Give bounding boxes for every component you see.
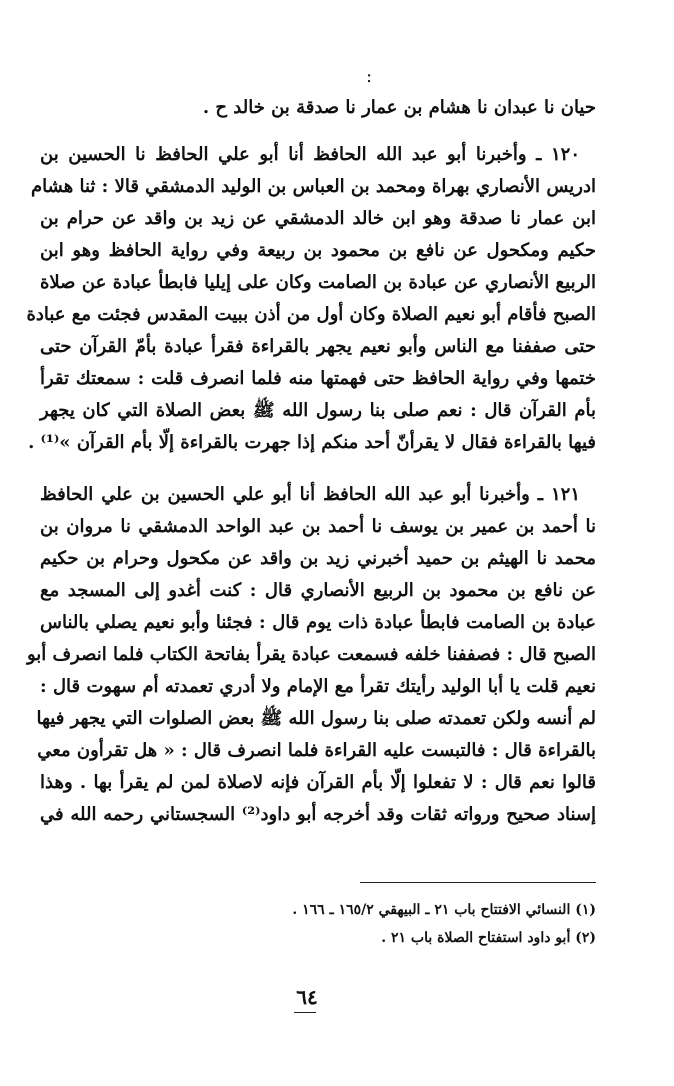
text-line: ادريس الأنصاري بهراة ومحمد بن العباس بن الوليد الدمشقي قالا : ثنا هشام bbox=[31, 176, 596, 197]
text-line: عبادة بن الصامت فابطأ عبادة ذات يوم قال : فجئنا وأبو نعيم يصلي بالناس bbox=[40, 612, 596, 633]
text-line: بالقراءة قال : فالتبست عليه القراءة فلما انصرف قال : « هل تقرأون معي bbox=[37, 740, 596, 761]
text-line: فيها بالقراءة فقال لا يقرأنّ أحد منكم إذا جهرت بالقراءة إلّا بأم القرآن »⁽¹⁾ . bbox=[28, 432, 596, 453]
text-line: ١٢٠ ـ وأخبرنا أبو عبد الله الحافظ أنا أبو علي الحافظ نا الحسين بن bbox=[40, 144, 580, 165]
text-line: ابن عمار نا صدقة وهو ابن خالد الدمشقي عن زيد بن واقد عن حرام بن bbox=[40, 208, 596, 229]
footnote: (١) النسائي الافتتاح باب ٢١ ـ البيهقي ١٦٥/٢ ـ ١٦٦ . bbox=[292, 902, 596, 918]
page-number: ٦٤ bbox=[296, 985, 318, 1009]
text-line: بأم القرآن قال : نعم صلى بنا رسول الله ﷺ بعض الصلاة التي كان يجهر bbox=[40, 400, 596, 421]
text-line: قالوا نعم قال : لا تفعلوا إلّا بأم القرآن فإنه لاصلاة لمن لم يقرأ بها . وهذا bbox=[40, 772, 596, 793]
text-line: نا أحمد بن عمير بن يوسف نا أحمد بن عبد الواحد الدمشقي نا مروان بن bbox=[40, 516, 596, 537]
text-line: حيان نا عبدان نا هشام بن عمار نا صدقة بن خالد ح . bbox=[202, 97, 596, 118]
text-line: الربيع الأنصاري عن عبادة بن الصامت وكان على إيليا فابطأ عبادة عن صلاة bbox=[40, 272, 596, 293]
text-line: حتى صففنا مع الناس وأبو نعيم يجهر بالقراءة فقرأ عبادة بأمّ القرآن حتى bbox=[40, 336, 596, 357]
top-mark: : bbox=[366, 66, 373, 87]
text-line: محمد نا الهيثم بن حميد أخبرني زيد بن واقد عن مكحول وحرام بن حكيم bbox=[40, 548, 596, 569]
footnote: (٢) أبو داود استفتاح الصلاة باب ٢١ . bbox=[381, 930, 596, 946]
page-number-underline bbox=[294, 1012, 316, 1013]
text-line: إسناد صحيح ورواته ثقات وقد أخرجه أبو داود⁽²⁾ السجستاني رحمه الله في bbox=[40, 804, 596, 825]
text-line: ختمها وفي رواية الحافظ حتى فهمتها منه فلما انصرف قلت : سمعتك تقرأ bbox=[40, 368, 596, 389]
text-line: ١٢١ ـ وأخبرنا أبو عبد الله الحافظ أنا أبو علي الحسين بن علي الحافظ bbox=[40, 484, 580, 505]
text-line: الصبح قال : فصففنا خلفه فسمعت عبادة يقرأ بفاتحة الكتاب فلما انصرف أبو bbox=[26, 644, 596, 665]
text-line: لم أنسه ولكن تعمدته صلى بنا رسول الله ﷺ بعض الصلوات التي يجهر فيها bbox=[36, 708, 596, 729]
text-line: الصبح فأقام أبو نعيم الصلاة وكان أول من أذن ببيت المقدس فجئت مع عبادة bbox=[26, 304, 596, 325]
text-line: حكيم ومكحول عن نافع بن محمود بن ربيعة وفي رواية الحافظ وهو ابن bbox=[40, 240, 596, 261]
footnote-divider bbox=[360, 882, 596, 883]
text-line: عن نافع بن محمود بن الربيع الأنصاري قال : كنت أغدو إلى المسجد مع bbox=[40, 580, 596, 601]
text-line: نعيم قلت يا أبا الوليد رأيتك تقرأ مع الإمام ولا أدري تعمدته أم سهوت قال : bbox=[40, 676, 596, 697]
